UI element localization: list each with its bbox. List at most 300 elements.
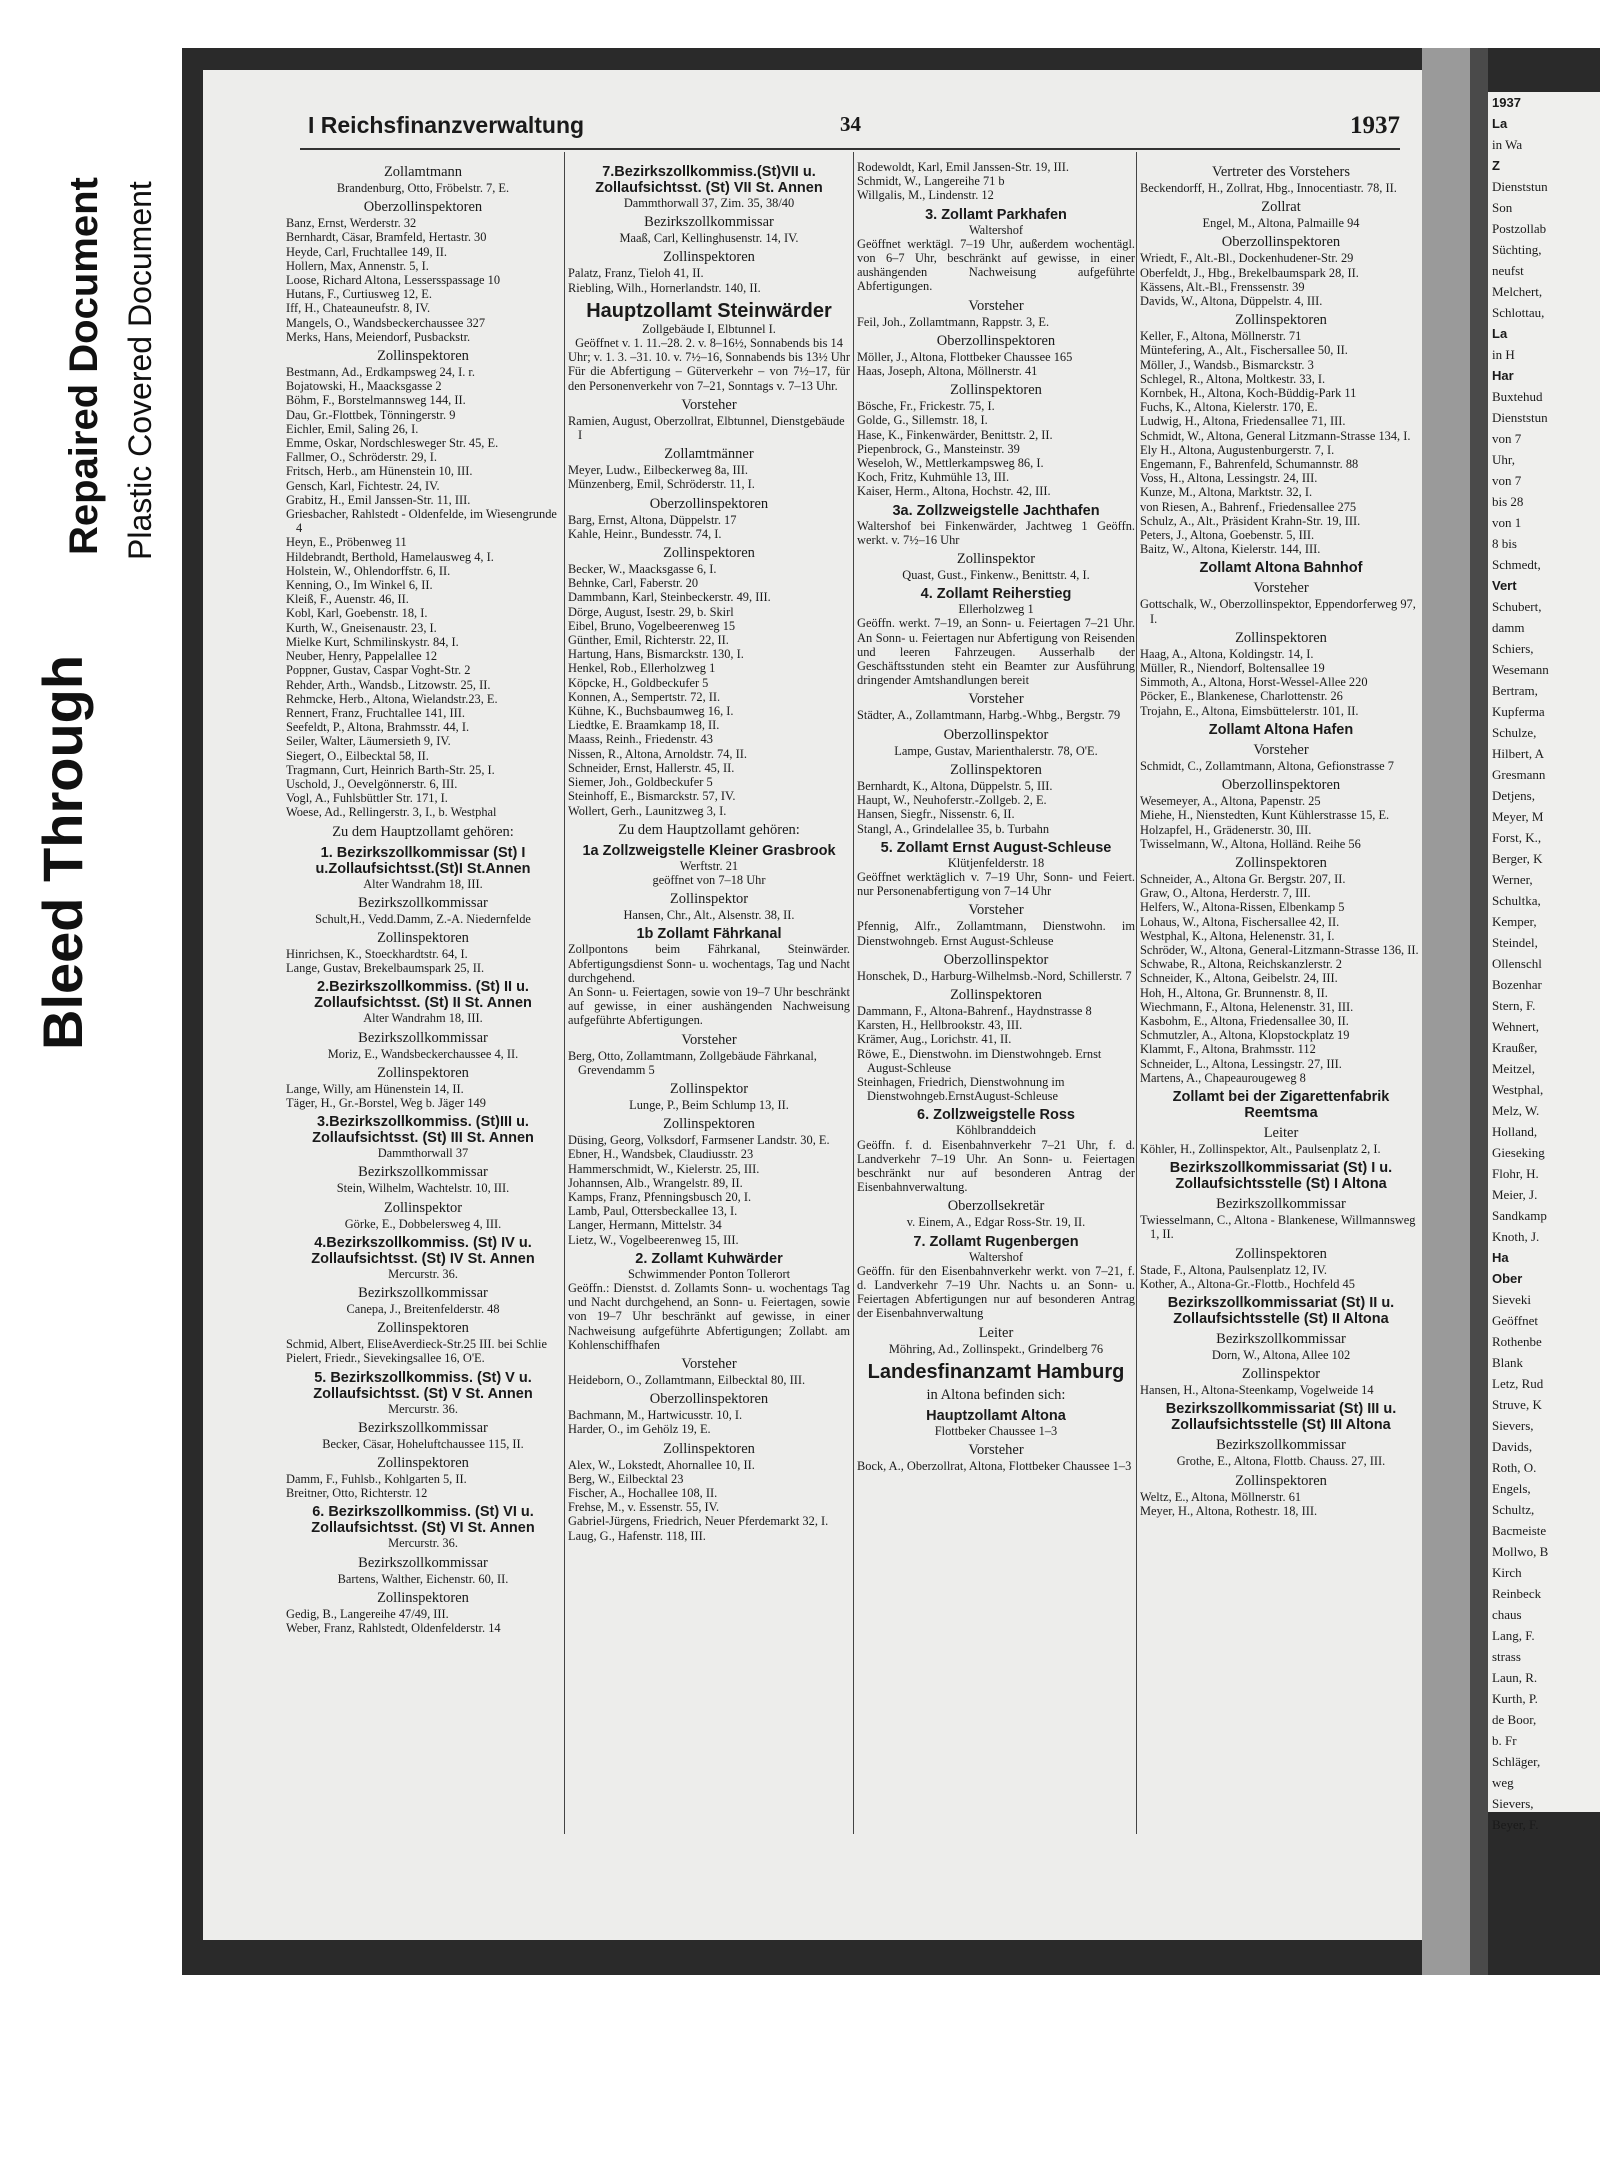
section-heading: Zollinspektoren [1235, 312, 1327, 329]
next-page-text: Schultka, [1492, 893, 1541, 908]
next-page-text: Buxtehud [1492, 389, 1543, 404]
directory-entry: Hoh, H., Altona, Gr. Brunnenstr. 8, II. [1140, 985, 1328, 1000]
office-heading: 4.Bezirkszollkommiss. (St) IV u. Zollaufsichtsst. (St) IV St. Annen [311, 1234, 535, 1267]
section-heading: Vorsteher [681, 396, 737, 413]
section-heading: Zollinspektoren [377, 1064, 469, 1081]
next-page-text: Steindel, [1492, 935, 1538, 950]
directory-entry: Stangl, A., Grindelallee 35, b. Turbahn [857, 821, 1050, 836]
directory-entry: Meyer, Ludw., Eilbeckerweg 8a, III. [568, 463, 749, 478]
next-page-text: La [1492, 326, 1508, 341]
section-heading: Leiter [978, 1324, 1014, 1341]
directory-entry: Möller, J., Wandsb., Bismarckstr. 3 [1140, 357, 1314, 372]
directory-entry: Kässens, Alt.-Bl., Frenssenstr. 39 [1140, 279, 1305, 294]
next-page-text: Hilbert, A [1492, 746, 1544, 761]
directory-entry: Siemer, Joh., Goldbeckufer 5 [568, 775, 713, 790]
directory-entry: Langer, Hermann, Mittelstr. 34 [568, 1218, 722, 1233]
next-page-text: in Wa [1492, 137, 1523, 152]
section-heading: Zollinspektoren [1235, 1245, 1327, 1262]
directory-entry: Fischer, A., Hochallee 108, II. [568, 1486, 718, 1500]
directory-entry: Bojatowski, H., Maacksgasse 2 [286, 379, 442, 394]
directory-entry: Schmidt, W., Altona, General Litzmann-Strasse 134, I. [1140, 428, 1411, 443]
next-page-text: Kurth, P. [1492, 1691, 1538, 1706]
next-page-text: Letz, Rud [1492, 1376, 1544, 1391]
next-page-text: Kraußer, [1492, 1040, 1538, 1055]
next-page-text: Rothenbe [1492, 1334, 1542, 1349]
centered-entry: Schult,H., Vedd.Damm, Z.-A. Niedernfelde [315, 911, 531, 926]
directory-entry: Woese, Ad., Rellingerstr. 3, I., b. Westphal [286, 805, 497, 820]
directory-entry: Gedig, B., Langereihe 47/49, III. [286, 1606, 449, 1621]
directory-entry: Keller, F., Altona, Möllnerstr. 71 [1140, 329, 1302, 344]
next-page-text: Sievers, [1492, 1418, 1534, 1433]
directory-entry: Pielert, Friedr., Sievekingsallee 16, O'E. [286, 1351, 485, 1366]
next-page-text: Detjens, [1492, 788, 1535, 803]
column-rule [853, 152, 854, 1834]
section-heading: Bezirkszollkommissar [358, 1164, 488, 1181]
directory-entry: Köpcke, H., Goldbeckufer 5 [568, 675, 709, 690]
column-rule [1136, 152, 1137, 1834]
page-header [300, 108, 1400, 148]
next-page-text: Roth, O. [1492, 1460, 1537, 1475]
office-heading: 7.Bezirkszollkommiss.(St)VII u. Zollaufsichtsst. (St) VII St. Annen [595, 164, 823, 196]
directory-entry: Wriedt, F., Alt.-Bl., Dockenhudener-Str. 29 [1140, 251, 1354, 266]
next-page-text: Vert [1492, 578, 1517, 593]
directory-entry: Böhm, F., Borstelmannsweg 144, II. [286, 393, 466, 408]
next-page-text: Blank [1492, 1355, 1524, 1370]
directory-entry: Hansen, Siegfr., Nissenstr. 6, II. [857, 807, 1015, 822]
section-heading: Zollinspektoren [663, 249, 755, 266]
next-page-text: damm [1492, 620, 1525, 635]
directory-entry: Dammann, F., Altona-Bahrenf., Haydnstrasse 8 [857, 1003, 1092, 1018]
section-heading: Zollinspektoren [377, 929, 469, 946]
directory-entry: Lange, Willy, am Hünenstein 14, II. [286, 1081, 464, 1096]
agency-heading: Hauptzollamt Steinwärder [586, 299, 832, 322]
directory-entry: Simmoth, A., Altona, Horst-Wessel-Allee 220 [1140, 675, 1368, 690]
next-page-text: de Boor, [1492, 1712, 1537, 1727]
next-page-text: Forst, K., [1492, 830, 1542, 845]
office-heading: 3a. Zollzweigstelle Jachthafen [892, 502, 1100, 519]
section-heading: Bezirkszollkommissar [358, 1419, 488, 1436]
office-heading: 3. Zollamt Parkhafen [925, 206, 1067, 223]
directory-entry: Vogl, A., Fuhlsbüttler Str. 171, I. [286, 791, 448, 806]
centered-entry: Mercurstr. 36. [388, 1401, 458, 1416]
next-page-text: Meyer, M [1492, 809, 1544, 824]
directory-entry: Städter, A., Zollamtmann, Harbg.-Whbg., Bergstr. 79 [857, 708, 1121, 723]
next-page-text: Uhr, [1492, 452, 1515, 467]
centered-entry: Waltershof [968, 1249, 1024, 1264]
centered-entry: Lunge, P., Beim Schlump 13, II. [629, 1097, 789, 1112]
next-page-text: Kirch [1492, 1565, 1522, 1580]
next-page-text: strass [1492, 1649, 1521, 1664]
next-page-text: Geöffnet [1492, 1313, 1538, 1328]
centered-entry: Werftstr. 21 [679, 858, 739, 873]
directory-entry: Schröder, W., Altona, General-Litzmann-Strasse 136, II. [1140, 942, 1419, 957]
next-page-text: Sievers, [1492, 1796, 1534, 1811]
next-page-fragment [1488, 92, 1600, 1832]
section-heading: Vorsteher [1253, 580, 1309, 597]
next-page-text: Holland, [1492, 1124, 1538, 1139]
directory-entry: Liedtke, E. Braamkamp 18, II. [568, 718, 720, 733]
directory-entry: Schmidt, C., Zollamtmann, Altona, Gefionstrasse 7 [1140, 758, 1394, 773]
centered-entry: Dorn, W., Altona, Allee 102 [1211, 1347, 1351, 1362]
directory-entry: Münzenberg, Emil, Schröderstr. 11, I. [568, 477, 755, 492]
directory-entry: Grabitz, H., Emil Janssen-Str. 11, III. [286, 492, 471, 507]
directory-entry: Seiler, Walter, Läumersieth 9, IV. [286, 734, 451, 749]
directory-entry: Voss, H., Altona, Lessingstr. 24, III. [1140, 471, 1318, 486]
directory-entry: Seefeldt, P., Altona, Brahmsstr. 44, I. [286, 720, 470, 735]
section-heading: Zollinspektoren [950, 382, 1042, 399]
column-3 [857, 160, 1135, 1835]
directory-entry: Kornbek, H., Altona, Koch-Büddig-Park 11 [1140, 386, 1357, 401]
directory-entry: Merks, Hans, Meiendorf, Pusbackstr. [286, 329, 471, 344]
next-page-text: von 7 [1492, 431, 1522, 446]
directory-entry: Heyn, E., Pröbenweg 11 [286, 535, 407, 550]
directory-entry: Klammt, F., Altona, Brahmsstr. 112 [1140, 1042, 1316, 1057]
directory-entry: Bock, A., Oberzollrat, Altona, Flottbeker Chaussee 1–3 [857, 1458, 1132, 1473]
directory-entry: Kühne, K., Buchsbaumweg 16, I. [568, 704, 734, 719]
directory-entry: Schmidt, W., Langereihe 71 b [857, 174, 1005, 189]
next-page-text: Dienststun [1492, 410, 1548, 425]
directory-entry: Westphal, K., Altona, Helenenstr. 31, I. [1140, 928, 1335, 943]
directory-entry: Schmid, Albert, EliseAverdieck-Str.25 III. bei Schlie [286, 1337, 547, 1352]
office-heading: Bezirkszollkommissariat (St) III u. Zollaufsichtsstelle (St) III Altona [1165, 1401, 1397, 1434]
directory-entry: Kenning, O., Im Winkel 6, II. [286, 578, 433, 593]
directory-entry: Kobl, Karl, Goebenstr. 18, I. [286, 606, 428, 621]
directory-entry: Möller, J., Altona, Flottbeker Chaussee 165 [857, 349, 1073, 364]
directory-entry: Becker, W., Maacksgasse 6, I. [568, 562, 717, 577]
next-page-text: weg [1492, 1775, 1514, 1790]
section-heading: Oberzollinspektoren [1221, 777, 1341, 794]
directory-entry: Hammerschmidt, W., Kielerstr. 25, III. [568, 1161, 760, 1176]
centered-entry: Ellerholzweg 1 [958, 602, 1034, 617]
directory-entry: Kunze, M., Altona, Marktstr. 32, I. [1140, 485, 1313, 500]
directory-entry: Heideborn, O., Zollamtmann, Eilbecktal 80, III. [568, 1372, 806, 1387]
next-page-text: 1937 [1492, 95, 1521, 110]
directory-entry: Haas, Joseph, Altona, Möllnerstr. 41 [857, 364, 1038, 379]
section-heading: Bezirkszollkommissar [358, 1284, 488, 1301]
section-heading: Oberzollinspektoren [1221, 234, 1341, 251]
directory-entry: Nissen, R., Altona, Arnoldstr. 74, II. [568, 746, 747, 761]
directory-entry: Weltz, E., Altona, Möllnerstr. 61 [1140, 1489, 1302, 1504]
next-page-text: Z [1492, 158, 1500, 173]
directory-entry: Schneider, A., Altona Gr. Bergstr. 207, II. [1140, 871, 1346, 886]
next-page-text: Melchert, [1492, 284, 1543, 299]
section-heading: Zollinspektor [1241, 1366, 1321, 1383]
next-page-text: Knoth, J. [1492, 1229, 1540, 1244]
directory-entry: Wollert, Gerh., Launitzweg 3, I. [568, 803, 727, 818]
centered-entry: geöffnet von 7–18 Uhr [652, 872, 766, 887]
section-heading: Oberzollinspektor [943, 726, 1049, 743]
next-page-text: Kupferma [1492, 704, 1545, 719]
section-heading: Zollinspektoren [377, 1320, 469, 1337]
notice-paragraph: Geöffn. f. d. Eisenbahnverkehr 7–21 Uhr, f. d. Landverkehr 7–19 Uhr. An Sonn- u. Feiertagen beschränkt nur auf besonderen Antrag der Eisenbahnverwaltung. [857, 1137, 1135, 1195]
directory-entry: Ramien, August, Oberzollrat, Elbtunnel, Dienstgebäude I [568, 413, 845, 443]
directory-entry: Schulz, A., Alt., Präsident Krahn-Str. 19, III. [1140, 513, 1361, 528]
directory-entry: Berg, W., Eilbecktal 23 [568, 1471, 684, 1486]
next-page-text: b. Fr [1492, 1733, 1517, 1748]
section-heading: Zollamtmänner [664, 446, 754, 463]
centered-entry: Köhlbranddeich [956, 1123, 1036, 1138]
next-page-text: Westphal, [1492, 1082, 1544, 1097]
directory-entry: Damm, F., Fuhlsb., Kohlgarten 5, II. [286, 1471, 467, 1486]
directory-entry: Dörge, August, Isestr. 29, b. Skirl [568, 604, 734, 619]
directory-entry: Lange, Gustav, Brekelbaumspark 25, II. [286, 961, 485, 976]
directory-entry: Pöcker, E., Blankenese, Charlottenstr. 26 [1140, 689, 1343, 704]
directory-entry: Täger, H., Gr.-Borstel, Weg b. Jäger 149 [286, 1095, 486, 1110]
directory-entry: Rehder, Arth., Wandsb., Litzowstr. 25, II. [286, 677, 491, 692]
office-heading: Bezirkszollkommissariat (St) I u. Zollaufsichtsstelle (St) I Altona [1169, 1160, 1393, 1193]
next-page-text: Mollwo, B [1492, 1544, 1549, 1559]
directory-entry: Gensch, Karl, Fichtestr. 24, IV. [286, 478, 440, 493]
office-heading: 6. Bezirkszollkommiss. (St) VI u. Zollaufsichtsst. (St) VI St. Annen [311, 1504, 535, 1537]
section-heading: Zollinspektoren [1235, 629, 1327, 646]
section-heading: Oberzollsekretär [947, 1198, 1045, 1215]
directory-entry: Fritsch, Herb., am Hünenstein 10, III. [286, 464, 473, 479]
directory-entry: Beckendorff, H., Zollrat, Hbg., Innocentiastr. 78, II. [1140, 181, 1397, 195]
section-heading: Zollinspektor [956, 551, 1036, 568]
directory-entry: Kaiser, Herm., Altona, Hochstr. 42, III. [857, 484, 1051, 499]
directory-entry: Schwabe, R., Altona, Reichskanzlerstr. 2 [1140, 957, 1342, 972]
section-heading: Zollinspektoren [950, 761, 1042, 778]
header-year: 1937 [1350, 112, 1400, 139]
next-page-text: Kemper, [1492, 914, 1537, 929]
centered-entry: Brandenburg, Otto, Fröbelstr. 7, E. [336, 181, 510, 195]
directory-entry: Röwe, E., Dienstwohn. im Dienstwohngeb. Ernst August-Schleuse [857, 1046, 1102, 1075]
directory-entry: Piepenbrock, G., Mansteinstr. 39 [857, 441, 1020, 456]
directory-entry: Ely H., Altona, Augustenburgerstr. 7, I. [1140, 442, 1335, 457]
directory-entry: Düsing, Georg, Volksdorf, Farmsener Landstr. 30, E. [568, 1133, 830, 1148]
directory-entry: Hildebrandt, Berthold, Hamelausweg 4, I. [286, 549, 494, 564]
notice-paragraph: Geöffn. werkt. 7–19, an Sonn- u. Feiertagen 7–21 Uhr. An Sonn- u. Feiertagen nur Abfertigung von Reisenden und leeren Fahrzeugen. Ausserhalb der Geschäftsstunden steht ein Beamter zur Ausführung dringender Amtshandlungen bereit [857, 616, 1135, 688]
next-page-text: Struve, K [1492, 1397, 1542, 1412]
directory-entry: Bachmann, M., Hartwicusstr. 10, I. [568, 1408, 743, 1423]
centered-entry: Mercurstr. 36. [388, 1536, 458, 1551]
directory-entry: Köhler, H., Zollinspektor, Alt., Paulsenplatz 2, I. [1140, 1141, 1381, 1156]
directory-entry: Johannsen, Alb., Wrangelstr. 89, II. [568, 1175, 743, 1190]
office-heading: 4. Zollamt Reiherstieg [920, 586, 1072, 603]
section-heading: Vorsteher [681, 1355, 737, 1372]
notice-paragraph: Geöffnet werktägl. 7–19 Uhr, außerdem wochentägl. von 6–7 Uhr, beschränkt auf gewisse, in einer aushängenden Nachweisung aufgeführte Abfertigungen. [857, 236, 1135, 294]
directory-entry: Golde, G., Sillemstr. 18, I. [857, 413, 988, 428]
directory-entry: Honschek, D., Harburg-Wilhelmsb.-Nord, Schillerstr. 7 [857, 968, 1132, 983]
directory-entry: Willgalis, M., Lindenstr. 12 [857, 188, 994, 203]
directory-entry: Rennert, Franz, Fruchtallee 141, III. [286, 705, 465, 720]
directory-entry: Haag, A., Altona, Koldingstr. 14, I. [1140, 646, 1314, 661]
office-heading: 1. Bezirkszollkommissar (St) I u.Zollaufsichtsst.(St)I St.Annen [315, 844, 531, 877]
centered-entry: Waltershof [968, 222, 1024, 237]
directory-entry: Bernhardt, Cäsar, Bramfeld, Hertastr. 30 [286, 230, 487, 245]
section-heading: Zu dem Hauptzollamt gehören: [332, 823, 514, 840]
directory-entry: Fuchs, K., Altona, Kielerstr. 170, E. [1140, 400, 1318, 415]
directory-entry: Gabriel-Jürgens, Friedrich, Neuer Pferdemarkt 32, I. [568, 1514, 829, 1529]
section-heading: Vorsteher [1253, 741, 1309, 758]
section-heading: Zollinspektor [669, 1080, 749, 1097]
section-heading: Bezirkszollkommissar [644, 214, 774, 231]
directory-entry: Riebling, Wilh., Hornerlandstr. 140, II. [568, 280, 761, 295]
next-page-text: Ha [1492, 1250, 1509, 1265]
page-gutter-shadow [1470, 48, 1488, 1975]
directory-entry: Palatz, Franz, Tieloh 41, II. [568, 266, 704, 281]
office-heading: 5. Bezirkszollkommiss. (St) V u. Zollaufsichtsst. (St) V St. Annen [313, 1369, 533, 1402]
next-page-text: Beyer, F. [1492, 1817, 1539, 1832]
next-page-text: Reinbeck [1492, 1586, 1542, 1601]
directory-entry: Schlegel, R., Altona, Moltkestr. 33, I. [1140, 371, 1326, 386]
header-rule [300, 148, 1400, 150]
next-page-text: chaus [1492, 1607, 1522, 1622]
centered-entry: Alter Wandrahm 18, III. [363, 1011, 483, 1026]
next-page-text: Meitzel, [1492, 1061, 1535, 1076]
notice-paragraph: Geöffn. für den Eisenbahnverkehr werkt. von 7–21, f. d. Landverkehr 7–19 Uhr. Nachts u. an Sonn- u. Feiertagen Abfertigungen nur auf besonderen Antrag der Eisenbahnverwaltung [857, 1263, 1135, 1321]
next-page-text: Meier, J. [1492, 1187, 1538, 1202]
section-heading: Vorsteher [681, 1031, 737, 1048]
directory-entry: Davids, W., Altona, Düppelstr. 4, III. [1140, 294, 1323, 309]
section-heading: Zollinspektoren [377, 1454, 469, 1471]
section-heading: in Altona befinden sich: [926, 1386, 1066, 1403]
centered-entry: Grothe, E., Altona, Flottb. Chauss. 27, III. [1176, 1454, 1386, 1469]
directory-entry: Poppner, Gustav, Caspar Voght-Str. 2 [286, 663, 471, 678]
next-page-text: in H [1492, 347, 1515, 362]
directory-entry: Haupt, W., Neuhoferstr.-Zollgeb. 2, E. [857, 793, 1047, 808]
next-page-text: Bozenhar [1492, 977, 1542, 992]
directory-entry: Dammbann, Karl, Steinbeckerstr. 49, III. [568, 590, 771, 605]
plastic-covered-label: Plastic Covered Document [122, 181, 158, 560]
section-heading: Bezirkszollkommissar [358, 1029, 488, 1046]
directory-entry: Martens, A., Chapeaurougeweg 8 [1140, 1070, 1306, 1085]
directory-entry: Hollern, Max, Annenstr. 5, I. [286, 258, 429, 273]
directory-entry: Bösche, Fr., Frickestr. 75, I. [857, 399, 995, 414]
centered-entry: Dammthorwall 37, Zim. 35, 38/40 [623, 196, 795, 210]
section-heading: Oberzollinspektoren [936, 332, 1056, 349]
section-heading: Zollinspektoren [663, 1116, 755, 1133]
directory-entry: Feil, Joh., Zollamtmann, Rappstr. 3, E. [857, 314, 1050, 329]
directory-entry: Miehe, H., Nienstedten, Kunt Kühlerstrasse 15, E. [1140, 808, 1390, 823]
directory-entry: Maass, Reinh., Friedenstr. 43 [568, 732, 713, 747]
running-head: I Reichsfinanzverwaltung [308, 112, 585, 138]
section-heading: Zollinspektoren [950, 986, 1042, 1003]
directory-entry: Weber, Franz, Rahlstedt, Oldenfelderstr. 14 [286, 1621, 501, 1635]
next-page-text: Schlottau, [1492, 305, 1545, 320]
office-heading: 5. Zollamt Ernst August-Schleuse [880, 839, 1112, 856]
directory-entry: Kurth, W., Gneisenaustr. 23, I. [286, 620, 437, 635]
directory-entry: Holzapfel, H., Grädenerstr. 30, III. [1140, 822, 1312, 837]
notice-paragraph: Zollpontons beim Fährkanal, Steinwärder. Abfertigungsdienst Sonn- u. wochentags, Tag und Nacht durchgehend. [568, 942, 850, 985]
section-heading: Zollinspektor [669, 891, 749, 908]
directory-entry: Baitz, W., Altona, Kielerstr. 144, III. [1140, 542, 1321, 557]
directory-entry: Hansen, H., Altona-Steenkamp, Vogelweide 14 [1140, 1383, 1374, 1398]
centered-entry: Quast, Gust., Finkenw., Benittstr. 4, I. [902, 568, 1090, 583]
next-page-text: Bertram, [1492, 683, 1538, 698]
centered-entry: Engel, M., Altona, Palmaille 94 [1202, 216, 1360, 231]
directory-entry: Dau, Gr.-Flottbek, Tönningerstr. 9 [286, 407, 456, 422]
next-page-text: Berger, K [1492, 851, 1543, 866]
centered-entry: Mercurstr. 36. [388, 1266, 458, 1281]
section-heading: Oberzollinspektoren [649, 495, 769, 512]
directory-entry: Henkel, Rob., Ellerholzweg 1 [568, 661, 716, 676]
notice-paragraph: An Sonn- u. Feiertagen, sowie von 19–7 Uhr beschränkt auf gewisse, in einer aushängenden Nachweisung aufgeführte Abfertigungen. [568, 984, 850, 1028]
office-heading: 7. Zollamt Rugenbergen [913, 1233, 1079, 1250]
office-heading: 3.Bezirkszollkommiss. (St)III u. Zollaufsichtsst. (St) III St. Annen [312, 1114, 534, 1147]
next-page-text: Dienststun [1492, 179, 1548, 194]
section-heading: Leiter [1263, 1124, 1299, 1141]
centered-entry: Stein, Wilhelm, Wachtelstr. 10, III. [336, 1181, 510, 1196]
directory-entry: Kasbohm, E., Altona, Friedensallee 30, II. [1140, 1013, 1349, 1028]
next-page-text: neufst [1492, 263, 1524, 278]
directory-entry: Fallmer, O., Schröderstr. 29, I. [286, 450, 437, 465]
column-2 [568, 160, 850, 1835]
directory-entry: Wesemeyer, A., Altona, Papenstr. 25 [1140, 794, 1321, 809]
directory-entry: Mangels, O., Wandsbeckerchaussee 327 [286, 315, 486, 330]
office-heading: 1b Zollamt Fährkanal [636, 926, 782, 943]
directory-entry: Kleiß, F., Auenstr. 46, II. [286, 592, 409, 607]
directory-entry: Peters, J., Altona, Goebenstr. 5, III. [1140, 528, 1315, 543]
directory-entry: Griesbacher, Rahlstedt - Oldenfelde, im Wiesengrunde 4 [286, 507, 557, 536]
directory-entry: Müller, R., Niendorf, Boltensallee 19 [1140, 661, 1325, 676]
next-page-text: Melz, W. [1492, 1103, 1540, 1118]
section-heading: Zollamtmann [383, 164, 463, 180]
next-page-text: Har [1492, 368, 1514, 383]
directory-entry: Twiesselmann, C., Altona - Blankenese, Willmannsweg 1, II. [1140, 1213, 1416, 1242]
centered-entry: Flottbeker Chaussee 1–3 [934, 1423, 1058, 1438]
next-page-text: Engels, [1492, 1481, 1531, 1496]
directory-entry: Holstein, W., Ohlendorffstr. 6, II. [286, 563, 451, 578]
directory-entry: Berg, Otto, Zollamtmann, Zollgebäude Fährkanal, Grevendamm 5 [568, 1048, 817, 1077]
section-heading: Bezirkszollkommissar [1216, 1437, 1346, 1454]
next-page-text: Lang, F. [1492, 1628, 1535, 1643]
notice-paragraph: Pfennig, Alfr., Zollamtmann, Dienstwohn. im Dienstwohngeb. Ernst August-Schleuse [857, 919, 1135, 948]
directory-entry: Koch, Fritz, Kuhmühle 13, III. [857, 470, 1010, 485]
section-heading: Bezirkszollkommissar [1216, 1330, 1346, 1347]
directory-entry: Helfers, W., Altona-Rissen, Elbenkamp 5 [1140, 900, 1345, 915]
directory-entry: Hartung, Hans, Bismarckstr. 130, I. [568, 647, 744, 662]
section-heading: Zu dem Hauptzollamt gehören: [618, 821, 800, 838]
directory-entry: Laug, G., Hafenstr. 118, III. [568, 1528, 706, 1543]
directory-entry: Frehse, M., v. Essenstr. 55, IV. [568, 1500, 720, 1515]
bleed-through-label: Bleed Through [31, 654, 94, 1050]
directory-entry: Schneider, K., Altona, Geibelstr. 24, III. [1140, 971, 1338, 986]
next-page-text: Schubert, [1492, 599, 1542, 614]
directory-entry: Lietz, W., Vogelbeerenweg 15, III. [568, 1232, 739, 1247]
directory-entry: Ludwig, H., Altona, Friedensallee 71, III. [1140, 414, 1346, 429]
section-heading: Bezirkszollkommissar [358, 1554, 488, 1571]
directory-entry: Twisselmann, W., Altona, Holländ. Reihe 56 [1140, 836, 1361, 851]
next-page-text: Wesemann [1492, 662, 1549, 677]
directory-entry: Schneider, L., Altona, Lessingstr. 27, III. [1140, 1056, 1342, 1071]
column-1 [286, 160, 560, 1835]
section-heading: Vorsteher [968, 1441, 1024, 1458]
directory-entry: Breitner, Otto, Richterstr. 12 [286, 1486, 428, 1501]
centered-entry: Hansen, Chr., Alt., Alsenstr. 38, II. [623, 908, 795, 923]
directory-entry: Rehmcke, Herb., Altona, Wielandstr.23, E. [286, 691, 498, 706]
next-page-text: bis 28 [1492, 494, 1524, 509]
section-heading: Zollinspektoren [1235, 854, 1327, 871]
next-page-text: Gieseking [1492, 1145, 1545, 1160]
next-page-text: Werner, [1492, 872, 1533, 887]
directory-entry: Konnen, A., Sempertstr. 72, II. [568, 689, 721, 704]
directory-entry: Stade, F., Altona, Paulsenplatz 12, IV. [1140, 1262, 1328, 1277]
office-heading: 2. Zollamt Kuhwärder [635, 1250, 783, 1267]
directory-entry: Oberfeldt, J., Hbg., Brekelbaumspark 28, II. [1140, 265, 1359, 280]
section-heading: Oberzollinspektoren [363, 199, 483, 216]
section-heading: Zollinspektoren [663, 545, 755, 562]
directory-entry: Harder, O., im Gehölz 19, E. [568, 1422, 711, 1437]
directory-entry: Karsten, H., Hellbrookstr. 43, III. [857, 1018, 1023, 1033]
directory-entry: Schmutzler, A., Altona, Klopstockplatz 19 [1140, 1028, 1350, 1043]
directory-entry: Ebner, H., Wandsbek, Claudiusstr. 23 [568, 1147, 754, 1162]
section-heading: Vorsteher [968, 297, 1024, 314]
next-page-text: Schläger, [1492, 1754, 1541, 1769]
next-page-text: Schulze, [1492, 725, 1537, 740]
section-heading: Zollinspektoren [663, 1440, 755, 1457]
directory-entry: Kahle, Heinr., Bundesstr. 74, I. [568, 526, 722, 541]
